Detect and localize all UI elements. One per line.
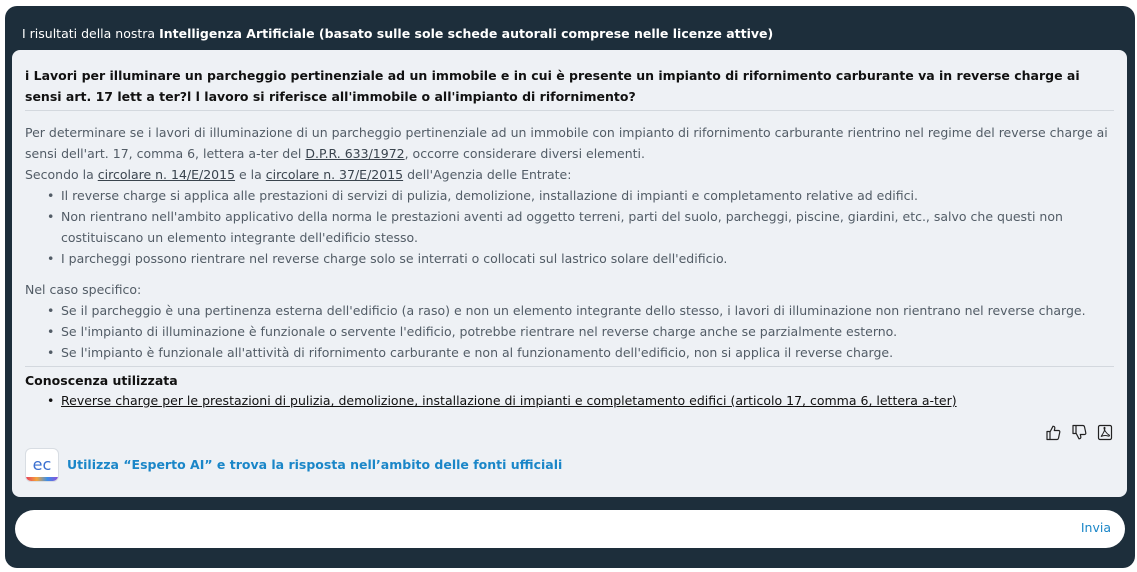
results-header bbox=[22, 25, 1118, 43]
thumbs-up-icon[interactable] bbox=[1044, 422, 1062, 442]
knowledge-link[interactable]: Reverse charge per le prestazioni di pulizia, demolizione, installazione di impianti e completamento edifici (articolo 17, comma 6, lettera a-ter) bbox=[61, 393, 957, 408]
feedback-toolbar bbox=[1044, 422, 1114, 442]
send-button[interactable]: Invia bbox=[1080, 520, 1111, 535]
case-title: Nel caso specifico: bbox=[25, 282, 142, 297]
header-title: Intelligenza Artificiale (basato sulle sole schede autorali comprese nelle licenze attive) bbox=[159, 26, 774, 41]
logo-text: ec bbox=[32, 455, 52, 474]
logo-gradient-bar bbox=[26, 477, 58, 481]
list-item: • Non rientrano nell'ambito applicativo della norma le prestazioni aventi ad oggetto terreni, parti del suolo, parcheggi, piscine, giardini, etc., salvo che questi non costituiscano un elemento integrante dell'edificio stesso. bbox=[47, 206, 1115, 248]
case-list bbox=[47, 300, 1115, 363]
expert-ai-promo bbox=[25, 448, 562, 482]
esperto-ai-link[interactable]: Utilizza “Esperto AI” e trova la risposta nell’ambito delle fonti ufficiali bbox=[67, 457, 563, 472]
answer-sources-line bbox=[25, 164, 1115, 185]
spacer bbox=[25, 269, 1115, 279]
question-divider bbox=[25, 110, 1114, 111]
thumbs-down-icon[interactable] bbox=[1070, 422, 1088, 442]
list-item: • Se l'impianto di illuminazione è funzionale o servente l'edificio, potrebbe rientrare nel reverse charge anche se parzialmente esterno. bbox=[47, 321, 1115, 342]
question-text: i Lavori per illuminare un parcheggio pertinenziale ad un immobile e in cui è presente un impianto di rifornimento carburante va in reverse charge ai sensi art. 17 lett a ter?l l lavoro si riferisce all'immobile o all'impianto di rifornimento? bbox=[25, 68, 1080, 104]
esperto-ai-logo bbox=[25, 448, 59, 482]
rules-list bbox=[47, 185, 1115, 269]
knowledge-item bbox=[47, 392, 957, 410]
list-item: • Se il parcheggio è una pertinenza esterna dell'edificio (a raso) e non un elemento integrante dello stesso, i lavori di illuminazione non rientrano nel reverse charge. bbox=[47, 300, 1115, 321]
header-prefix: I risultati della nostra bbox=[22, 26, 160, 41]
chat-input-bar bbox=[15, 510, 1125, 548]
answer-intro-text-end: , occorre considerare diversi elementi. bbox=[404, 146, 646, 161]
answer-body bbox=[25, 122, 1115, 363]
knowledge-divider bbox=[25, 366, 1114, 367]
list-item: • I parcheggi possono rientrare nel reverse charge solo se interrati o collocati sul lastrico solare dell'edificio. bbox=[47, 248, 1115, 269]
dpr-link[interactable]: D.P.R. 633/1972 bbox=[305, 146, 405, 161]
answer-intro bbox=[25, 122, 1115, 164]
answer-panel bbox=[12, 50, 1127, 497]
knowledge-title: Conoscenza utilizzata bbox=[25, 373, 178, 388]
circolare-14-link[interactable]: circolare n. 14/E/2015 bbox=[97, 167, 236, 182]
chat-input[interactable] bbox=[33, 518, 1033, 540]
sources-text-1: Secondo la bbox=[25, 167, 98, 182]
answer-intro-text: Per determinare se i lavori di illuminazione di un parcheggio pertinenziale ad un immobile con impianto di rifornimento carburante rientrino nel regime del reverse charge ai sensi dell'art. 17, comma 6, lettera a-ter del bbox=[25, 125, 1108, 161]
list-item: • Se l'impianto è funzionale all'attività di rifornimento carburante e non al funzionamento dell'edificio, non si applica il reverse charge. bbox=[47, 342, 1115, 363]
pdf-icon[interactable] bbox=[1096, 422, 1114, 442]
knowledge-list bbox=[47, 392, 957, 410]
sources-text-2: e la bbox=[235, 167, 266, 182]
list-item: • Il reverse charge si applica alle prestazioni di servizi di pulizia, demolizione, installazione di impianti e completamento relative ad edifici. bbox=[47, 185, 1115, 206]
sources-text-3: dell'Agenzia delle Entrate: bbox=[403, 167, 572, 182]
circolare-37-link[interactable]: circolare n. 37/E/2015 bbox=[265, 167, 404, 182]
